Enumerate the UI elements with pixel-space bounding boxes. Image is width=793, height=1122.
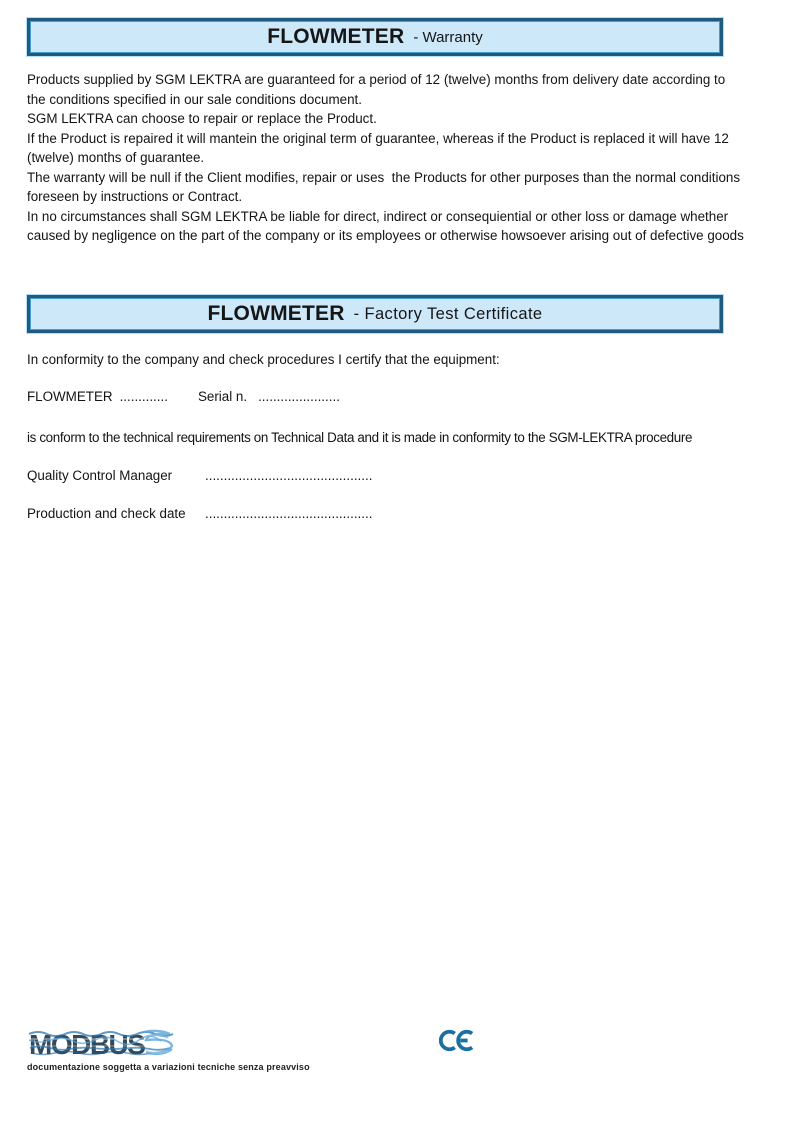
quality-control-manager-signature-field: ............................................. <box>205 468 373 483</box>
quality-control-manager-row <box>27 468 372 483</box>
flowmeter-label: FLOWMETER <box>27 389 113 404</box>
warranty-line: the conditions specified in our sale conditions document. <box>27 91 362 107</box>
serial-number-fill-in-field: ...................... <box>258 389 340 404</box>
warranty-line: foreseen by instructions or Contract. <box>27 189 243 204</box>
certificate-header-title: FLOWMETER <box>207 302 345 325</box>
warranty-header-banner <box>27 18 723 56</box>
warranty-line: SGM LEKTRA can choose to repair or replace the Product. <box>27 111 377 126</box>
production-check-date-label: Production and check date <box>27 506 186 521</box>
modbus-logo <box>28 1026 176 1062</box>
footer-disclaimer: documentazione soggetta a variazioni tecniche senza preavviso <box>27 1062 310 1072</box>
certificate-intro: In conformity to the company and check procedures I certify that the equipment: <box>27 352 500 367</box>
flowmeter-fill-in-field: ............. <box>119 389 168 404</box>
warranty-line: (twelve) months of guarantee. <box>27 150 205 165</box>
warranty-line: caused by negligence on the part of the company or its employees or otherwise howsoever arising out of defective goods <box>27 228 744 243</box>
production-check-date-row <box>27 506 372 521</box>
production-check-date-fill-in-field: ............................................. <box>205 506 373 521</box>
warranty-header-subtitle: - Warranty <box>413 28 483 46</box>
serial-number-label: Serial n. <box>197 389 248 404</box>
warranty-line: If the Product is repaired it will mantein the original term of guarantee, whereas if the Product is replaced it will have 12 <box>27 130 729 146</box>
certificate-header-banner <box>27 295 723 333</box>
modbus-logo-text: MODBUS <box>29 1029 145 1060</box>
warranty-line: The warranty will be null if the Client modifies, repair or uses the Products for other purposes than the normal conditions <box>27 169 741 185</box>
ce-mark-icon <box>439 1028 477 1053</box>
certificate-header-subtitle: - Factory Test Certificate <box>353 304 543 323</box>
warranty-paragraphs <box>27 70 767 246</box>
certificate-conform-statement: is conform to the technical requirements on Technical Data and it is made in conformity to the SGM-LEKTRA procedure <box>27 430 693 445</box>
certificate-flowmeter-row <box>27 389 340 404</box>
warranty-line: Products supplied by SGM LEKTRA are guaranteed for a period of 12 (twelve) months from delivery date according to <box>27 72 726 87</box>
warranty-header-title: FLOWMETER <box>267 25 405 48</box>
quality-control-manager-label: Quality Control Manager <box>27 468 173 483</box>
warranty-line: In no circumstances shall SGM LEKTRA be liable for direct, indirect or consequiential or other loss or damage whether <box>27 208 729 224</box>
